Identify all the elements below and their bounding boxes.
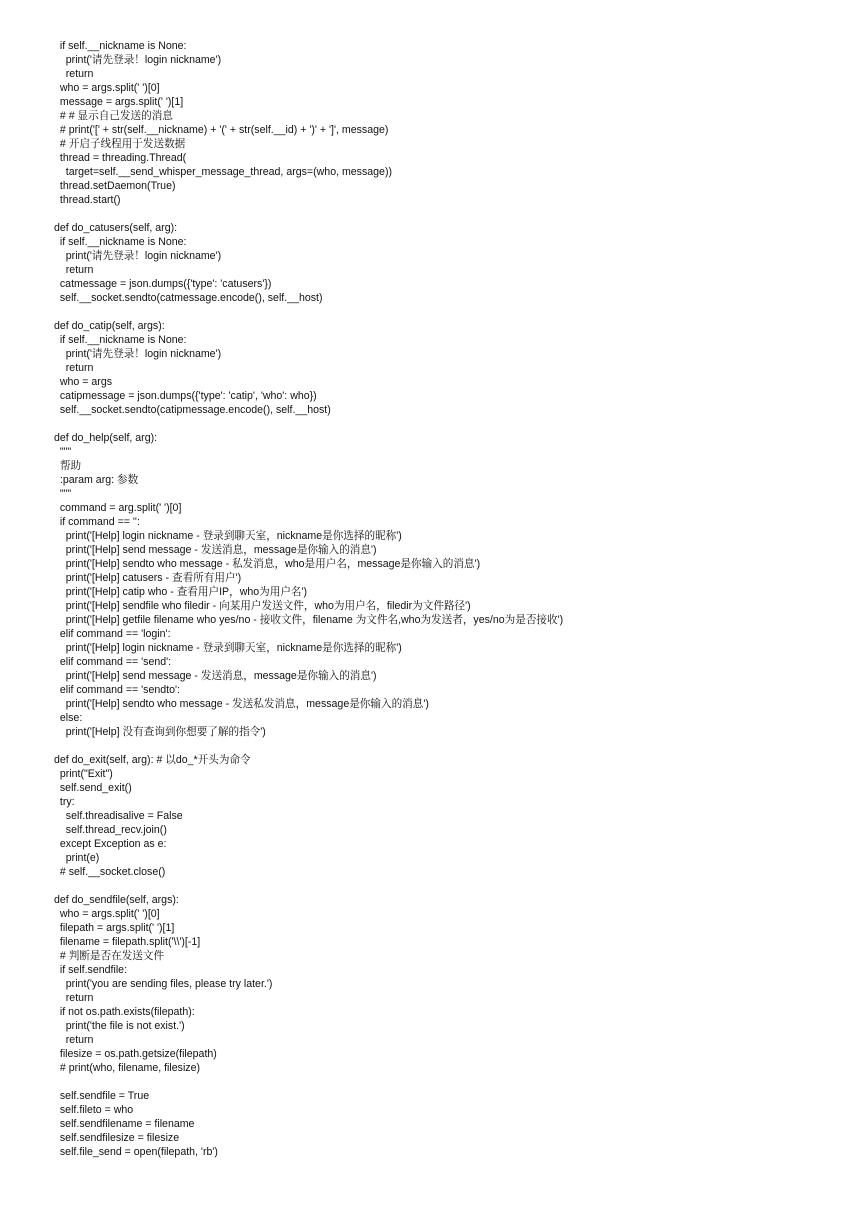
code-line: filename = filepath.split('\\')[-1] — [54, 936, 201, 948]
code-line: print('[Help] getfile filename who yes/no - 接收文件，filename 为文件名,who为发送者，yes/no为是否接收') — [54, 614, 564, 626]
code-line: print('[Help] sendfile who filedir - 向某用户发送文件，who为用户名，filedir为文件路径') — [54, 600, 471, 612]
code-line: print('[Help] send message - 发送消息，message是你输入的消息') — [54, 670, 377, 682]
code-line: print('[Help] send message - 发送消息，message是你输入的消息') — [54, 544, 377, 556]
code-line: if self.__nickname is None: — [54, 40, 187, 52]
code-line: message = args.split(' ')[1] — [54, 96, 184, 108]
code-line: return — [54, 68, 94, 80]
code-line: thread.setDaemon(True) — [54, 180, 176, 192]
code-line: elif command == 'send': — [54, 656, 172, 668]
code-line: # self.__socket.close() — [54, 866, 166, 878]
code-line: def do_catusers(self, arg): — [54, 222, 178, 234]
code-line: target=self.__send_whisper_message_thread, args=(who, message)) — [54, 166, 393, 178]
blank-line — [54, 1075, 854, 1089]
code-line: # # 显示自己发送的消息 — [54, 110, 173, 122]
code-line: print('[Help] sendto who message - 私发消息，who是用户名，message是你输入的消息') — [54, 558, 481, 570]
code-line: elif command == 'login': — [54, 628, 171, 640]
code-line: self.file_send = open(filepath, 'rb') — [54, 1146, 218, 1158]
code-line: print('[Help] sendto who message - 发送私发消息，message是你输入的消息') — [54, 698, 429, 710]
code-line: """ — [54, 488, 72, 500]
code-line: def do_help(self, arg): — [54, 432, 158, 444]
code-line: # print(who, filename, filesize) — [54, 1062, 201, 1074]
code-line: thread.start() — [54, 194, 121, 206]
code-line: print('[Help] 没有查询到你想要了解的指令') — [54, 726, 266, 738]
code-line: self.sendfile = True — [54, 1090, 150, 1102]
code-line: """ — [54, 446, 72, 458]
code-line: return — [54, 362, 94, 374]
code-line: def do_catip(self, args): — [54, 320, 165, 332]
code-line: :param arg: 参数 — [54, 474, 139, 486]
code-line: print('请先登录！login nickname') — [54, 348, 222, 360]
code-line: who = args.split(' ')[0] — [54, 82, 160, 94]
code-line: return — [54, 992, 94, 1004]
code-line: if self.sendfile: — [54, 964, 128, 976]
code-line: if self.__nickname is None: — [54, 334, 187, 346]
code-line: # print('[' + str(self.__nickname) + '(' + str(self.__id) + ')' + ']', message) — [54, 124, 389, 136]
blank-line — [54, 207, 854, 221]
code-line: if not os.path.exists(filepath): — [54, 1006, 195, 1018]
code-line: def do_exit(self, arg): # 以do_*开头为命令 — [54, 754, 251, 766]
code-line: print('[Help] catusers - 查看所有用户') — [54, 572, 242, 584]
code-line: try: — [54, 796, 75, 808]
code-line: filepath = args.split(' ')[1] — [54, 922, 175, 934]
code-line: print('the file is not exist.') — [54, 1020, 185, 1032]
code-line: # 开启子线程用于发送数据 — [54, 138, 186, 150]
code-line: self.threadisalive = False — [54, 810, 183, 822]
code-line: print('请先登录！login nickname') — [54, 250, 222, 262]
blank-line — [54, 879, 854, 893]
code-line: if self.__nickname is None: — [54, 236, 187, 248]
code-line: catmessage = json.dumps({'type': 'catusers'}) — [54, 278, 272, 290]
blank-line — [54, 305, 854, 319]
code-line: who = args.split(' ')[0] — [54, 908, 160, 920]
code-line: def do_sendfile(self, args): — [54, 894, 179, 906]
code-line: print('请先登录！login nickname') — [54, 54, 222, 66]
code-line: elif command == 'sendto': — [54, 684, 180, 696]
code-line: self.__socket.sendto(catmessage.encode(), self.__host) — [54, 292, 323, 304]
code-line: print('[Help] login nickname - 登录到聊天室，nickname是你选择的昵称') — [54, 530, 402, 542]
code-line: print("Exit") — [54, 768, 113, 780]
code-line: catipmessage = json.dumps({'type': 'catip', 'who': who}) — [54, 390, 317, 402]
code-line: filesize = os.path.getsize(filepath) — [54, 1048, 217, 1060]
code-line: print('[Help] catip who - 查看用户IP，who为用户名') — [54, 586, 308, 598]
code-line: self.sendfilename = filename — [54, 1118, 195, 1130]
code-line: self.fileto = who — [54, 1104, 134, 1116]
code-line: return — [54, 1034, 94, 1046]
blank-line — [54, 739, 854, 753]
code-line: return — [54, 264, 94, 276]
code-line: print('you are sending files, please try later.') — [54, 978, 273, 990]
code-listing — [54, 39, 854, 1159]
code-line: except Exception as e: — [54, 838, 167, 850]
code-line: 帮助 — [54, 460, 82, 472]
code-line: self.thread_recv.join() — [54, 824, 167, 836]
code-line: # 判断是否在发送文件 — [54, 950, 165, 962]
code-line: self.send_exit() — [54, 782, 132, 794]
code-line: self.__socket.sendto(catipmessage.encode(), self.__host) — [54, 404, 331, 416]
code-line: command = arg.split(' ')[0] — [54, 502, 182, 514]
code-line: else: — [54, 712, 83, 724]
code-line: print('[Help] login nickname - 登录到聊天室，nickname是你选择的昵称') — [54, 642, 402, 654]
code-line: if command == '': — [54, 516, 140, 528]
blank-line — [54, 417, 854, 431]
code-line: thread = threading.Thread( — [54, 152, 187, 164]
code-line: print(e) — [54, 852, 100, 864]
code-line: who = args — [54, 376, 113, 388]
code-line: self.sendfilesize = filesize — [54, 1132, 180, 1144]
